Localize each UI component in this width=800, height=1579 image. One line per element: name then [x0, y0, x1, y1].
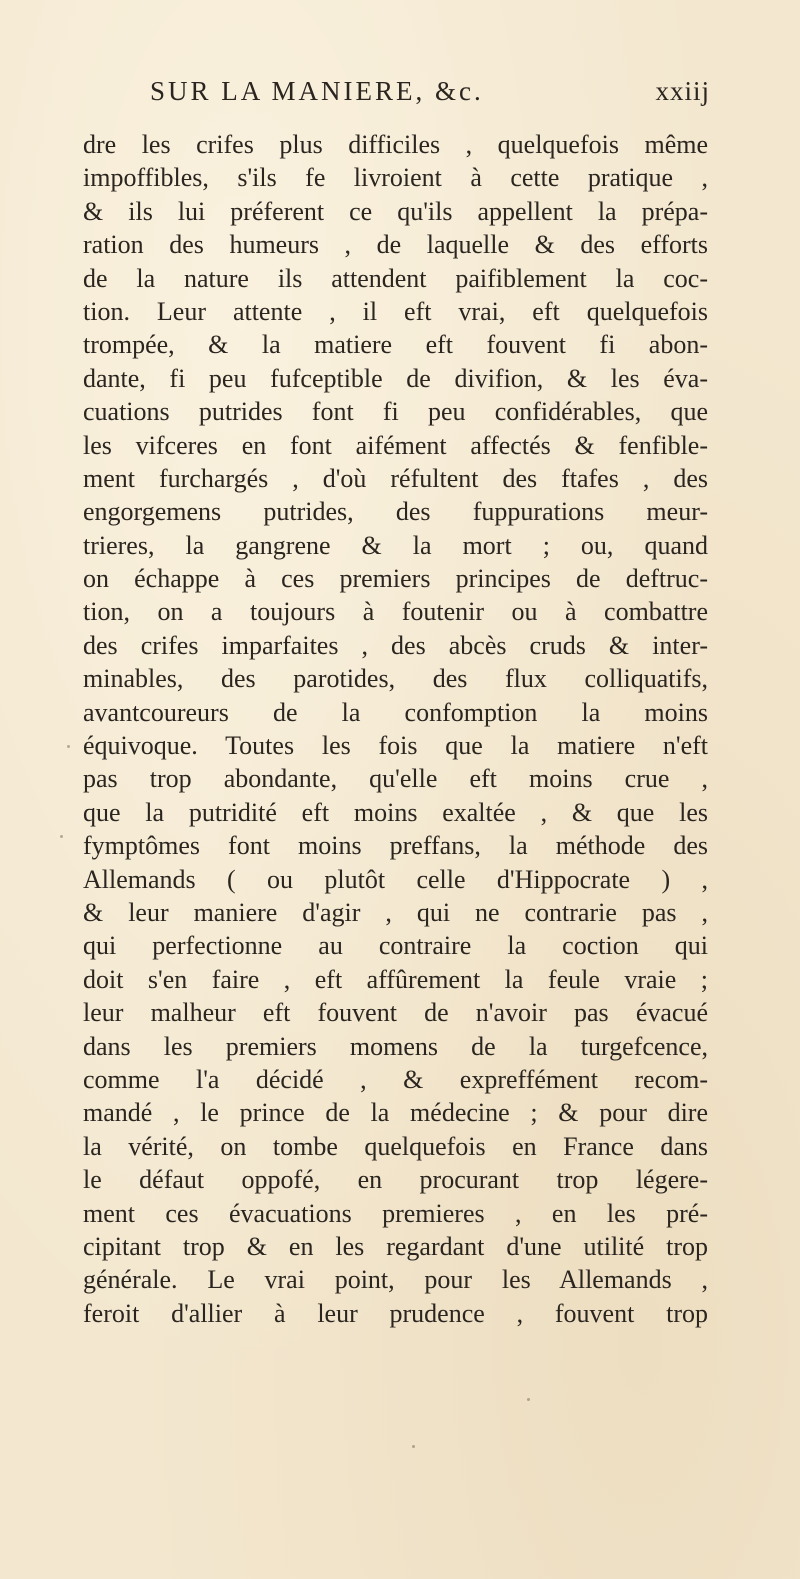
- text-line: équivoque. Toutes les fois que la matiere n'eft: [83, 731, 708, 761]
- text-line: tion. Leur attente , il eft vrai, eft quelquefois: [83, 296, 708, 326]
- text-line: leur malheur eft fouvent de n'avoir pas évacué: [83, 998, 708, 1028]
- text-line: avantcoureurs de la confomption la moins: [83, 697, 708, 727]
- text-line: qui perfectionne au contraire la coction qui: [83, 931, 708, 961]
- paper-speck: [60, 835, 63, 838]
- text-line: & leur maniere d'agir , qui ne contrarie pas ,: [83, 897, 708, 927]
- text-line: le défaut oppofé, en procurant trop légere-: [83, 1165, 708, 1195]
- text-line: fymptômes font moins preffans, la méthode des: [83, 831, 708, 861]
- running-head: [150, 76, 710, 116]
- text-line: ration des humeurs , de laquelle & des efforts: [83, 230, 708, 260]
- text-line: Allemands ( ou plutôt celle d'Hippocrate ) ,: [83, 864, 708, 894]
- text-line: des crifes imparfaites , des abcès cruds & inter-: [83, 630, 708, 660]
- text-line: minables, des parotides, des flux colliquatifs,: [83, 664, 708, 694]
- text-line: cipitant trop & en les regardant d'une utilité trop: [83, 1231, 708, 1261]
- text-line: feroit d'allier à leur prudence , fouvent trop: [83, 1298, 708, 1328]
- text-line: doit s'en faire , eft affûrement la feule vraie ;: [83, 964, 708, 994]
- paper-speck: [527, 1398, 530, 1401]
- text-line: tion, on a toujours à foutenir ou à combattre: [83, 597, 708, 627]
- text-line: impoffibles, s'ils fe livroient à cette pratique ,: [83, 163, 708, 193]
- text-line: mandé , le prince de la médecine ; & pour dire: [83, 1098, 708, 1128]
- text-line: les vifceres en font aifément affectés & fenfible-: [83, 430, 708, 460]
- text-line: la vérité, on tombe quelquefois en France dans: [83, 1131, 708, 1161]
- text-line: comme l'a décidé , & expreffément recom-: [83, 1064, 708, 1094]
- text-line: générale. Le vrai point, pour les Allemands ,: [83, 1265, 708, 1295]
- running-head-title: SUR LA MANIERE, &c.: [150, 76, 484, 106]
- text-line: dans les premiers momens de la turgefcence,: [83, 1031, 708, 1061]
- page-number: xxiij: [655, 76, 710, 106]
- text-line: cuations putrides font fi peu confidérables, que: [83, 397, 708, 427]
- body-text: [83, 128, 708, 1330]
- text-line: trieres, la gangrene & la mort ; ou, quand: [83, 530, 708, 560]
- text-line: dante, fi peu fufceptible de divifion, & les éva-: [83, 363, 708, 393]
- text-line: ment ces évacuations premieres , en les pré-: [83, 1198, 708, 1228]
- text-line: que la putridité eft moins exaltée , & que les: [83, 797, 708, 827]
- text-line: on échappe à ces premiers principes de deftruc-: [83, 564, 708, 594]
- paper-speck: [412, 1445, 415, 1448]
- text-line: ment furchargés , d'où réfultent des ftafes , des: [83, 463, 708, 493]
- text-line: engorgemens putrides, des fuppurations meur-: [83, 497, 708, 527]
- text-line: & ils lui préferent ce qu'ils appellent la prépa-: [83, 196, 708, 226]
- paper-speck: [67, 745, 70, 748]
- text-line: pas trop abondante, qu'elle eft moins crue ,: [83, 764, 708, 794]
- text-line: trompée, & la matiere eft fouvent fi abon-: [83, 330, 708, 360]
- text-line: dre les crifes plus difficiles , quelquefois même: [83, 130, 708, 159]
- text-line: de la nature ils attendent paifiblement la coc-: [83, 263, 708, 293]
